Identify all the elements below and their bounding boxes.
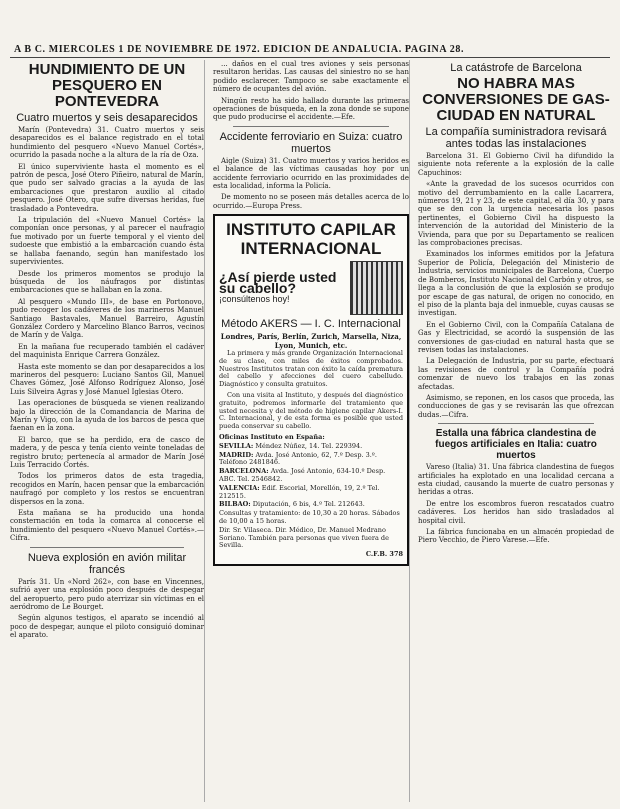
office-address: Méndez Núñez, 14. Tel. 229394.: [255, 441, 363, 450]
ad-offices-title: Oficinas Instituto en España:: [219, 433, 325, 442]
paragraph: Barcelona 31. El Gobierno Civil ha difundido la siguiente nota referente a la explosión de la calle Capuchinos:: [418, 152, 614, 177]
ad-hero: [219, 261, 403, 315]
office-city: VALENCIA:: [219, 483, 260, 492]
ad-office: [219, 452, 403, 468]
paragraph: Según algunos testigos, el aparato se incendió al poco de despegar, aunque el piloto consiguió dominar el aparato.: [10, 614, 204, 640]
page-header: [0, 0, 620, 58]
office-address: Avda. José Antonio, 62, 7.º Desp. 3.º. Teléfono 2481846.: [219, 450, 377, 467]
ad-method: Método AKERS — I. C. Internacional: [221, 318, 401, 331]
paragraph: La Delegación de Industria, por su parte, efectuará las revisiones de control y la Compañía podrá comenzar de nuevo los trabajos en las zonas afectadas.: [418, 357, 614, 391]
paragraph: «Ante la gravedad de los sucesos ocurridos con motivo del derrumbamiento en la calle Lacarrera, números 19, 21 y 23, de este capital, el día 30, y para que se den con la urgencia necesaria los pasos pertinentes, el Gobierno Civil ha dispuesto la intervención de la autoridad del Ministerio de la Vivienda, para que por su Departamento se realicen las comprobaciones precisas.: [418, 180, 614, 248]
paragraph: El barco, que se ha perdido, era de casco de madera, y de pesca y tenía ciento veinte toneladas de registro bruto; pertenecía al armador de Marín José Luis Terracido Cortés.: [10, 435, 204, 470]
kicker-barcelona: La catástrofe de Barcelona: [450, 62, 582, 74]
separator: [438, 423, 594, 424]
ad-hours: Consultas y tratamiento: de 10,30 a 20 horas. Sábados de 10,00 a 15 horas.: [219, 509, 400, 526]
paragraph: Esta mañana se ha producido una honda consternación en toda la comarca al conocerse el hundimiento del pesquero «Nuevo Manuel Cortés».—Cifra.: [10, 509, 204, 543]
column-1: [10, 60, 205, 802]
paragraph: Examinados los informes emitidos por la Jefatura Superior de Policía, Delegación del Ministerio de Industria, servicios municipales de Barcelona, Cuerpo de Bomberos, Instituto Nacional del Carbón y otros, se llega a la conclusión de que la explosión se produjo por escape de gas natural, de origen no conocido, en el piso de la planta baja del inmueble, cuyas causas se investigan.: [418, 250, 614, 318]
ad-office: [219, 485, 403, 501]
office-city: BILBAO:: [219, 500, 251, 509]
ad-title: INSTITUTO CAPILAR INTERNACIONAL: [226, 220, 396, 259]
paragraph: Al pesquero «Mundo III», de base en Portonovo, pudo recoger los cadáveres de los marineros Manuel Santiago Bastavales, Manuel Barreiro, Agustín González Cordero y Marcelino Blanco Barros, vecinos de Marín y de Valga.: [10, 297, 204, 340]
paragraph: ... daños en el cual tres aviones y seis personas resultaron heridas. Las causas del siniestro no se han podido esclarecer. Tampoco se sabe exactamente el número de ocupantes del avión.: [213, 60, 409, 94]
ad-office: [219, 443, 403, 451]
office-city: BARCELONA:: [219, 467, 269, 476]
comb-illustration: [350, 261, 403, 315]
paragraph: De entre los escombros fueron rescatados cuatro cadáveres. Los heridos han sido trasladados al hospital civil.: [418, 499, 614, 525]
separator: [233, 126, 389, 127]
ad-office: [219, 501, 403, 509]
folio-line: A B C. MIERCOLES 1 DE NOVIEMBRE DE 1972. EDICION DE ANDALUCIA. PAGINA 28.: [14, 44, 465, 55]
paragraph: Hasta este momento se dan por desaparecidos a los marineros del pesquero: Luciano Santos Gil, Manuel Chaves Gómez, José Alfonso Rodríguez Alonso, José Luis Silveira Agras y José Manuel Iglesias Otero.: [10, 362, 204, 396]
separator: [30, 547, 184, 548]
paragraph: La fábrica funcionaba en un almacén propiedad de Piero Vecchio, de Piero Varese.—Efe.: [418, 528, 614, 545]
ad-intro: La primera y más grande Organización Internacional de su clase, con miles de éxitos comprobados. Nuestros Institutos tratan con éxito la caída prematura del cabello y afecciones del cuero cabelludo. Diagnóstico y consulta gratuitos.: [219, 349, 403, 389]
headline-suiza: Accidente ferroviario en Suiza: cuatro muertos: [219, 130, 403, 155]
headline-gas: NO HABRA MAS CONVERSIONES DE GAS-CIUDAD EN NATURAL: [422, 75, 610, 124]
ad-code: C.F.B. 378: [365, 550, 403, 559]
paragraph: Asimismo, se reponen, en los casos que proceda, las conducciones de gas y se revisarán las que ofrezcan dudas.—Cifra.: [418, 393, 614, 419]
paragraph: Marín (Pontevedra) 31. Cuatro muertos y seis desaparecidos es el balance registrado en el total hundimiento del pesquero «Nuevo Manuel Cortés», ocurrido la pasada noche a la altura de la ría de Oza.: [10, 126, 204, 160]
office-address: Avda. José Antonio, 634-10.º Desp. ABC. Tel. 2546842.: [219, 467, 386, 484]
paragraph: En el Gobierno Civil, con la Compañía Catalana de Gas y Electricidad, se acordó la suspensión de las conversiones de gas-ciudad en natural hasta que se revisen todas las instalaciones.: [418, 320, 614, 354]
paragraph: Vareso (Italia) 31. Una fábrica clandestina de fuegos artificiales ha explotado en una localidad cercana a esta ciudad, causando la muerte de cuatro personas y heridas a otras.: [418, 463, 614, 497]
paragraph: El único superviviente hasta el momento es el patrón de pesca, José Otero Piñeiro, natural de Marín, que pudo ser salvado gracias a la ayuda de las embarcaciones que prestaron auxilio al citado pesquero. José Otero, que sufre diversas heridas, fue trasladado a Pontevedra.: [10, 162, 204, 213]
headline-avion: Nueva explosión en avión militar francés: [27, 551, 187, 576]
ad-cta: ¡consúltenos hoy!: [219, 293, 290, 304]
header-rule: [10, 57, 610, 58]
paragraph: París 31. Un «Nord 262», con base en Vincennes, sufrió ayer una explosión poco después de despegar del aeropuerto, pero pudo aterrizar sin víctimas en el aeródromo de Le Bourget.: [10, 577, 204, 611]
paragraph: Aigle (Suiza) 31. Cuatro muertos y varios heridos es el balance de las víctimas causadas hoy por un accidente ferroviario ocurrido en las proximidades de esta localidad, informa la Policía.: [213, 156, 409, 191]
subhead-gas: La compañía suministradora revisará antes todas las instalaciones: [425, 126, 607, 150]
headline-pesquero: HUNDIMIENTO DE UN PESQUERO EN PONTEVEDRA: [28, 61, 186, 110]
ad-director: Dir. Sr. Vilaseca. Dir. Médico, Dr. Manuel Medrano Soriano. También para personas que viven fuera de Sevilla.: [219, 525, 389, 550]
advertisement-capilar: [213, 214, 409, 566]
paragraph: De momento no se poseen más detalles acerca de lo ocurrido.—Europa Press.: [213, 193, 409, 210]
column-2: [213, 60, 410, 802]
ad-cities: Londres, París, Berlín, Zurich, Marsella, Niza, Lyon, Munich, etc.: [220, 332, 402, 350]
office-city: SEVILLA:: [219, 441, 254, 450]
paragraph: Las operaciones de búsqueda se vienen realizando bajo la dirección de la Comandancia de Marina de Marín y Vigo, con la ayuda de los barcos de pesca que faenan en la zona.: [10, 399, 204, 433]
paragraph: Desde los primeros momentos se produjo la búsqueda de los náufragos por distintas embarcaciones que se hallaban en la zona.: [10, 269, 204, 295]
headline-fabrica: Estalla una fábrica clandestina de fuegos artificiales en Italia: cuatro muertos: [435, 428, 597, 462]
subhead-pesquero: Cuatro muertos y seis desaparecidos: [16, 112, 198, 124]
ad-visit: Con una visita al Instituto, y después del diagnóstico gratuito, podremos informarle del tratamiento que usted necesita y del método de higiene capilar Akers-I. C. Internacional, y de esta forma es posible que usted pueda conservar su cabello.: [219, 391, 403, 431]
ad-question-text: ¿Así pierde usted su cabello?: [219, 268, 337, 296]
office-city: MADRID:: [219, 450, 254, 459]
column-3: [418, 60, 614, 802]
ad-question: [219, 268, 344, 305]
office-address: Edif. Escorial, Morellón, 19, 2.º Tel. 212515.: [219, 483, 380, 500]
paragraph: En la mañana fue recuperado también el cadáver del maquinista Enrique Carrera González.: [10, 342, 204, 360]
paragraph: La tripulación del «Nuevo Manuel Cortés» la componían once personas, y al parecer el naufragio fue motivado por un fuerte temporal y el viento del sudoeste que embistió a la embarcación cuando ésta se hallaba faenando, según han manifestado los supervivientes.: [10, 216, 204, 267]
ad-office: [219, 468, 403, 484]
paragraph: Todos los primeros datos de esta tragedia, recogidos en Marín, hacen pensar que la embarcación naufragó por completo y los restos se encuentran dispersos en la zona.: [10, 472, 204, 506]
paragraph: Ningún resto ha sido hallado durante las primeras operaciones de búsqueda, en la zona donde se supone que pudo producirse el accidente.—Efe.: [213, 96, 409, 122]
office-address: Diputación, 6 bis, 4.º Tel. 212643.: [252, 500, 365, 509]
